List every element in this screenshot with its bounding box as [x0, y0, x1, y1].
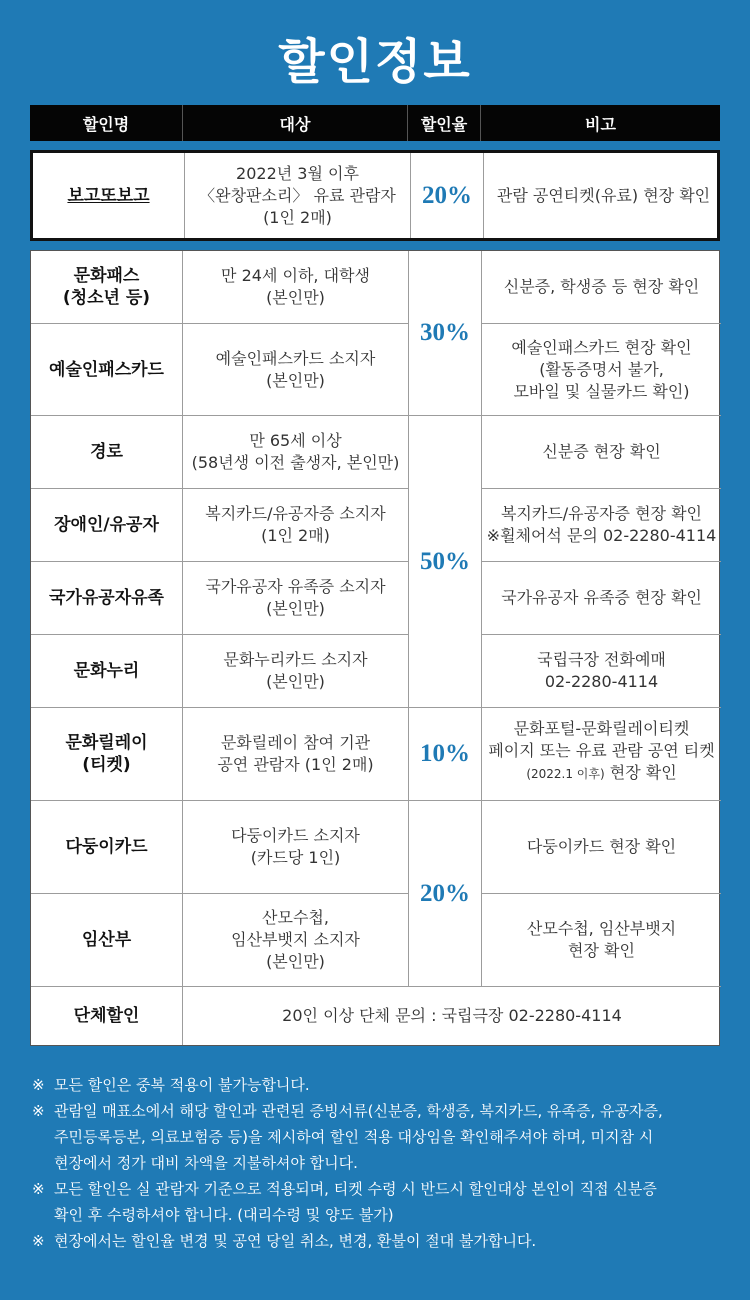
row-note: 신분증 현장 확인	[482, 416, 721, 489]
row-name: 문화누리	[31, 635, 183, 708]
row-target: 만 24세 이하, 대학생 (본인만)	[183, 251, 409, 324]
featured-target: 2022년 3월 이후 〈완창판소리〉 유료 관람자 (1인 2매)	[185, 153, 411, 238]
row-note: 국립극장 전화예매 02-2280-4114	[482, 635, 721, 708]
row-target: 만 65세 이상 (58년생 이전 출생자, 본인만)	[183, 416, 409, 489]
row-name: 경로	[31, 416, 183, 489]
row-name: 다둥이카드	[31, 801, 183, 894]
notice-item: ※ 모든 할인은 실 관람자 기준으로 적용되며, 티켓 수령 시 반드시 할인대상 본인이 직접 신분증 확인 후 수령하셔야 합니다. (대리수령 및 양도 불가)	[32, 1176, 722, 1228]
row-target: 문화누리카드 소지자 (본인만)	[183, 635, 409, 708]
rate-10: 10%	[409, 708, 482, 801]
row-note: 국가유공자 유족증 현장 확인	[482, 562, 721, 635]
row-target: 산모수첩, 임산부뱃지 소지자 (본인만)	[183, 894, 409, 987]
row-target: 다둥이카드 소지자 (카드당 1인)	[183, 801, 409, 894]
reference-mark: ※	[32, 1232, 45, 1250]
row-target: 국가유공자 유족증 소지자 (본인만)	[183, 562, 409, 635]
rate-20: 20%	[409, 801, 482, 987]
notice-item: ※ 모든 할인은 중복 적용이 불가능합니다.	[32, 1072, 722, 1098]
rate-30: 30%	[409, 251, 482, 416]
row-name: 예술인패스카드	[31, 324, 183, 416]
row-target: 복지카드/유공자증 소지자 (1인 2매)	[183, 489, 409, 562]
group-discount-name: 단체할인	[31, 987, 183, 1045]
header-rate: 할인율	[407, 105, 480, 141]
header-note: 비고	[480, 105, 720, 141]
notice-list	[32, 1072, 722, 1254]
rate-50: 50%	[409, 416, 482, 708]
row-target: 문화릴레이 참여 기관 공연 관람자 (1인 2매)	[183, 708, 409, 801]
row-note: 신분증, 학생증 등 현장 확인	[482, 251, 721, 324]
row-name: 국가유공자유족	[31, 562, 183, 635]
row-target: 예술인패스카드 소지자 (본인만)	[183, 324, 409, 416]
row-note: 문화포털-문화릴레이티켓 페이지 또는 유료 관람 공연 티켓 (2022.1 이후) 현장 확인	[482, 708, 721, 801]
row-name: 문화패스 (청소년 등)	[31, 251, 183, 324]
reference-mark: ※	[32, 1076, 45, 1094]
row-note: 산모수첩, 임산부뱃지 현장 확인	[482, 894, 721, 987]
featured-discount-table	[30, 150, 720, 241]
discount-table	[30, 250, 720, 1046]
group-discount-text: 20인 이상 단체 문의 : 국립극장 02-2280-4114	[282, 1006, 622, 1025]
row-note: 예술인패스카드 현장 확인 (활동증명서 불가, 모바일 및 실물카드 확인)	[482, 324, 721, 416]
notice-item: ※ 관람일 매표소에서 해당 할인과 관련된 증빙서류(신분증, 학생증, 복지카드, 유족증, 유공자증, 주민등록등본, 의료보험증 등)을 제시하여 할인 적용 대상임을 확인해주셔야 하며, 미지참 시 현장에서 정가 대비 차액을 지불하셔야 합니다.	[32, 1098, 722, 1176]
header-target: 대상	[182, 105, 407, 141]
reference-mark: ※	[32, 1180, 45, 1198]
reference-mark: ※	[32, 1102, 45, 1120]
page-title: 할인정보	[278, 34, 472, 90]
featured-name: 보고또보고	[33, 153, 185, 238]
header-name: 할인명	[82, 114, 130, 134]
featured-rate: 20%	[411, 153, 484, 238]
featured-note: 관람 공연티켓(유료) 현장 확인	[496, 185, 711, 205]
row-note: 복지카드/유공자증 현장 확인 ※휠체어석 문의 02-2280-4114	[482, 489, 721, 562]
row-name: 임산부	[31, 894, 183, 987]
row-note: 다둥이카드 현장 확인	[482, 801, 721, 894]
notice-item: ※ 현장에서는 할인율 변경 및 공연 당일 취소, 변경, 환불이 절대 불가합니다.	[32, 1228, 722, 1254]
table-header	[30, 105, 720, 141]
row-name: 문화릴레이 (티켓)	[31, 708, 183, 801]
row-name: 장애인/유공자	[31, 489, 183, 562]
